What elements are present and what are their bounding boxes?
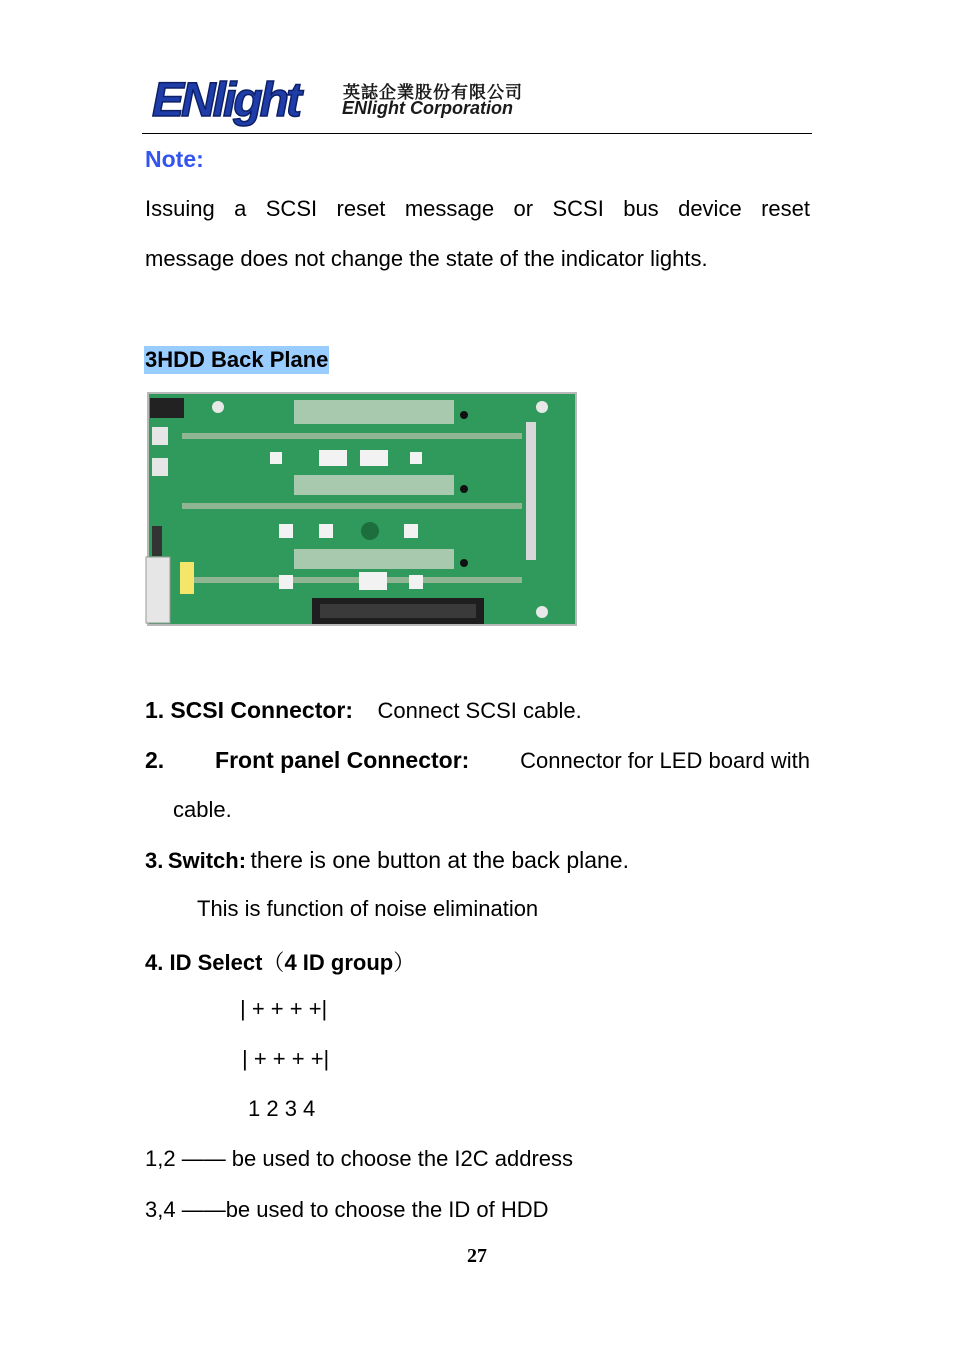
note-body-line-1: Issuing a SCSI reset message or SCSI bus device reset [145, 196, 810, 221]
item-label: Switch: [167, 848, 247, 873]
page-number: 27 [467, 1245, 487, 1267]
paren-open: （ [262, 950, 285, 975]
id-description-i2c: 1,2 —— be used to choose the I2C address [145, 1146, 574, 1171]
item-number: 4. [145, 950, 164, 975]
list-item-front-panel-connector [145, 747, 810, 774]
item-number: 2. [145, 747, 165, 773]
item-label: ID Select [169, 950, 263, 975]
id-description-hdd: 3,4 ——be used to choose the ID of HDD [145, 1197, 549, 1222]
list-item-id-select [145, 946, 415, 977]
backplane-board-image [144, 392, 578, 628]
item-number: 1. [145, 697, 165, 723]
note-heading: Note: [145, 146, 204, 172]
logo-text: ENlight [152, 74, 299, 127]
item-text-continued: cable. [173, 797, 232, 822]
item-text: Connector for LED board with [520, 748, 810, 773]
item-text: there is one button at the back plane. [250, 847, 629, 873]
id-jumper-numbers: 1 2 3 4 [248, 1096, 316, 1121]
company-name-chinese: 英誌企業股份有限公司 [343, 83, 523, 102]
list-item-scsi-connector [145, 697, 582, 724]
note-body-line-2: message does not change the state of the indicator lights. [145, 246, 708, 271]
item-label: Front panel Connector: [215, 747, 470, 773]
item-label: SCSI Connector: [170, 697, 354, 723]
item-label-group: 4 ID group [284, 950, 394, 975]
list-item-switch [145, 847, 629, 874]
paren-close: ） [393, 950, 416, 975]
company-name-english: ENlight Corporation [342, 98, 513, 118]
id-jumper-row-2: | + + + +| [242, 1046, 330, 1071]
section-title: 3HDD Back Plane [145, 347, 329, 372]
enlight-logo [150, 70, 318, 130]
header-divider [142, 133, 812, 134]
item-number: 3. [145, 848, 164, 873]
item-subtext: This is function of noise elimination [197, 896, 539, 921]
id-jumper-row-1: | + + + +| [240, 996, 328, 1021]
item-text: Connect SCSI cable. [377, 698, 582, 723]
